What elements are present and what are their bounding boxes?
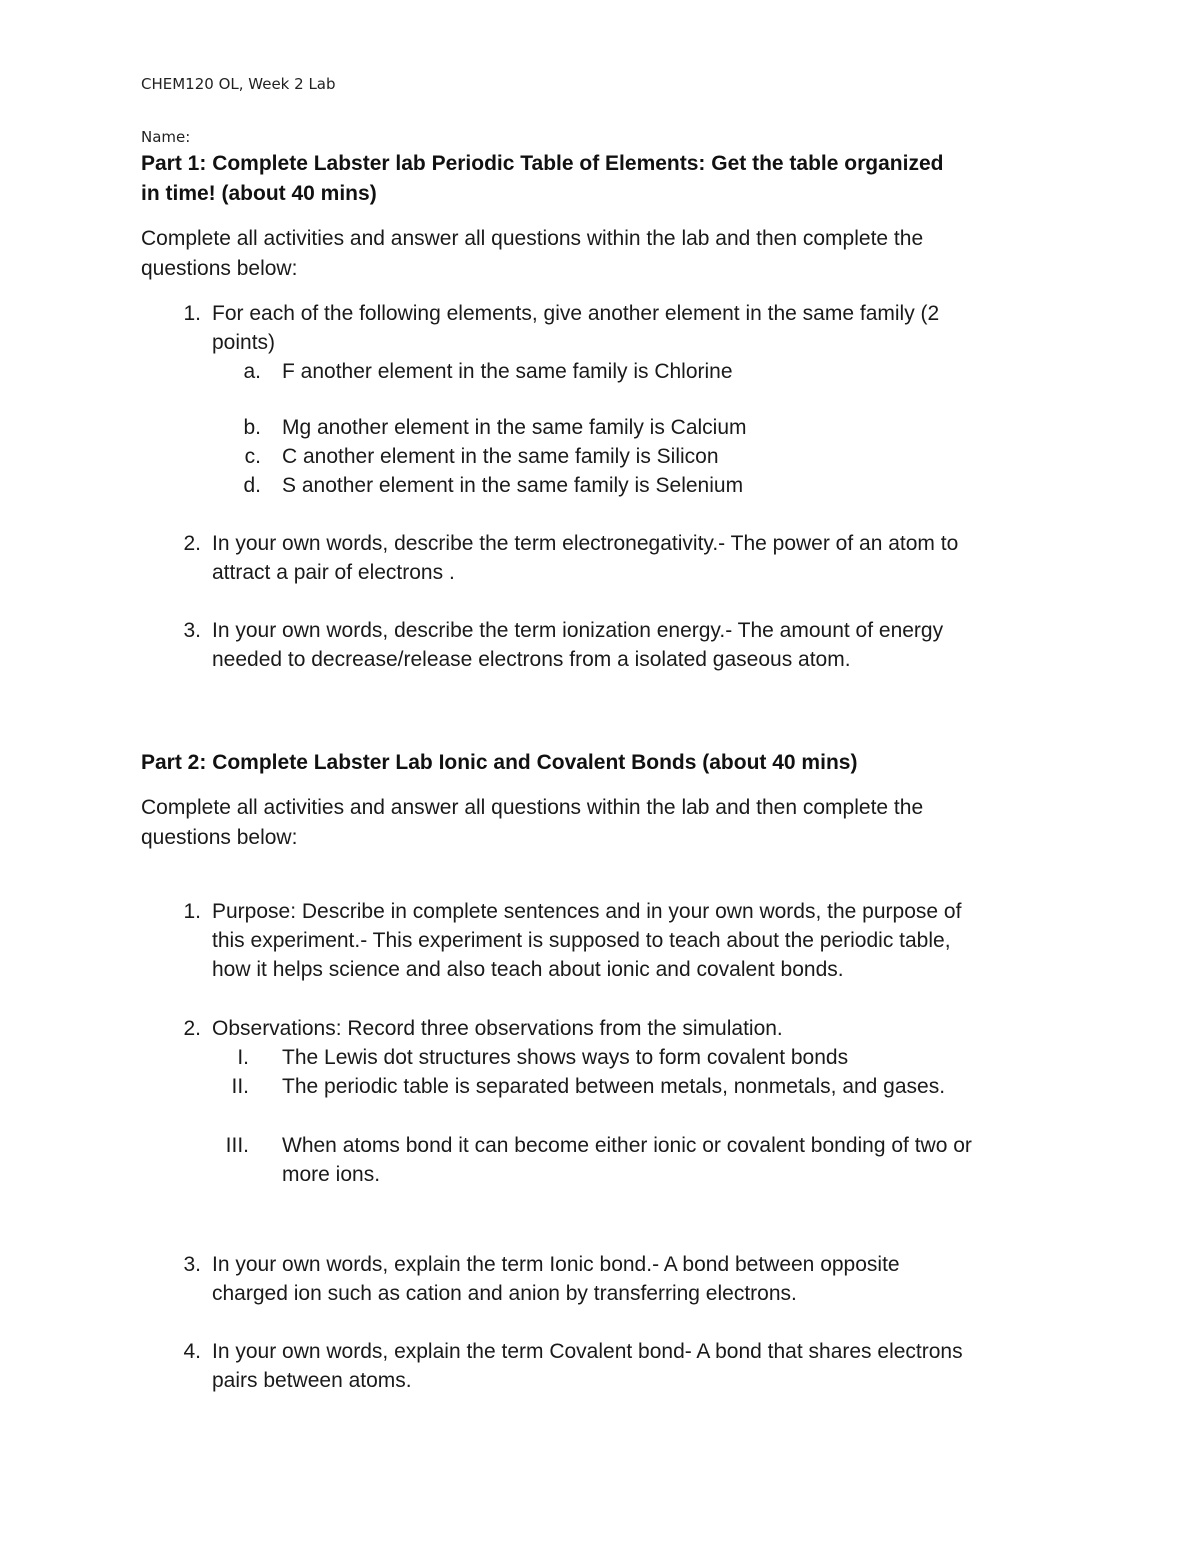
question-number: 3. (183, 1253, 201, 1276)
item-text: When atoms bond it can become either ionic or covalent bonding of two or (282, 1134, 972, 1157)
question-text: For each of the following elements, give another element in the same family (2 (212, 302, 940, 325)
question-number: 2. (183, 1017, 201, 1040)
item-text-cont: more ions. (282, 1163, 381, 1186)
question-text-cont: needed to decrease/release electrons from a isolated gaseous atom. (212, 648, 851, 671)
item-label: c. (244, 445, 261, 468)
question-text-cont: pairs between atoms. (212, 1369, 412, 1392)
item-label: III. (225, 1134, 249, 1157)
question-text-cont: this experiment.- This experiment is supposed to teach about the periodic table, (212, 929, 951, 952)
course-header: CHEM120 OL, Week 2 Lab (141, 75, 336, 93)
question-text: Purpose: Describe in complete sentences and in your own words, the purpose of (212, 900, 962, 923)
part2-intro-line2: questions below: (141, 826, 298, 849)
part2-heading (141, 748, 1071, 778)
name-label: Name: (141, 128, 191, 146)
item-label: d. (243, 474, 261, 497)
question-text: In your own words, explain the term Ionic bond.- A bond between opposite (212, 1253, 900, 1276)
question-text-cont: points) (212, 331, 276, 354)
question-number: 4. (183, 1340, 201, 1363)
item-text: C another element in the same family is Silicon (282, 445, 719, 468)
part2-intro (141, 793, 1071, 853)
question-text-cont: attract a pair of electrons . (212, 561, 455, 584)
question-number: 2. (183, 532, 201, 555)
part1-intro-line1: Complete all activities and answer all questions within the lab and then complete the (141, 227, 924, 250)
part2-intro-line1: Complete all activities and answer all questions within the lab and then complete the (141, 796, 924, 819)
question-text-cont: charged ion such as cation and anion by transferring electrons. (212, 1282, 797, 1305)
part1-intro (141, 224, 1071, 284)
item-text: The periodic table is separated between metals, nonmetals, and gases. (282, 1075, 946, 1098)
question-text: Observations: Record three observations from the simulation. (212, 1017, 783, 1040)
question-text-cont: how it helps science and also teach about ionic and covalent bonds. (212, 958, 844, 981)
question-number: 3. (183, 619, 201, 642)
item-text: Mg another element in the same family is Calcium (282, 416, 747, 439)
item-text: The Lewis dot structures shows ways to form covalent bonds (282, 1046, 849, 1069)
item-label: b. (243, 416, 261, 439)
question-text: In your own words, describe the term ionization energy.- The amount of energy (212, 619, 944, 642)
item-text: S another element in the same family is Selenium (282, 474, 744, 497)
question-number: 1. (183, 900, 201, 923)
part2-title: Part 2: Complete Labster Lab Ionic and Covalent Bonds (about 40 mins) (141, 751, 858, 774)
item-label: II. (231, 1075, 249, 1098)
part1-title-line2: in time! (about 40 mins) (141, 182, 377, 205)
part1-heading (141, 149, 1071, 209)
item-label: a. (243, 360, 261, 383)
question-text: In your own words, describe the term electronegativity.- The power of an atom to (212, 532, 959, 555)
part1-title-line1: Part 1: Complete Labster lab Periodic Table of Elements: Get the table organized (141, 152, 944, 175)
question-number: 1. (183, 302, 201, 325)
item-text: F another element in the same family is Chlorine (282, 360, 733, 383)
part1-intro-line2: questions below: (141, 257, 298, 280)
item-label: I. (237, 1046, 249, 1069)
question-text: In your own words, explain the term Covalent bond- A bond that shares electrons (212, 1340, 963, 1363)
